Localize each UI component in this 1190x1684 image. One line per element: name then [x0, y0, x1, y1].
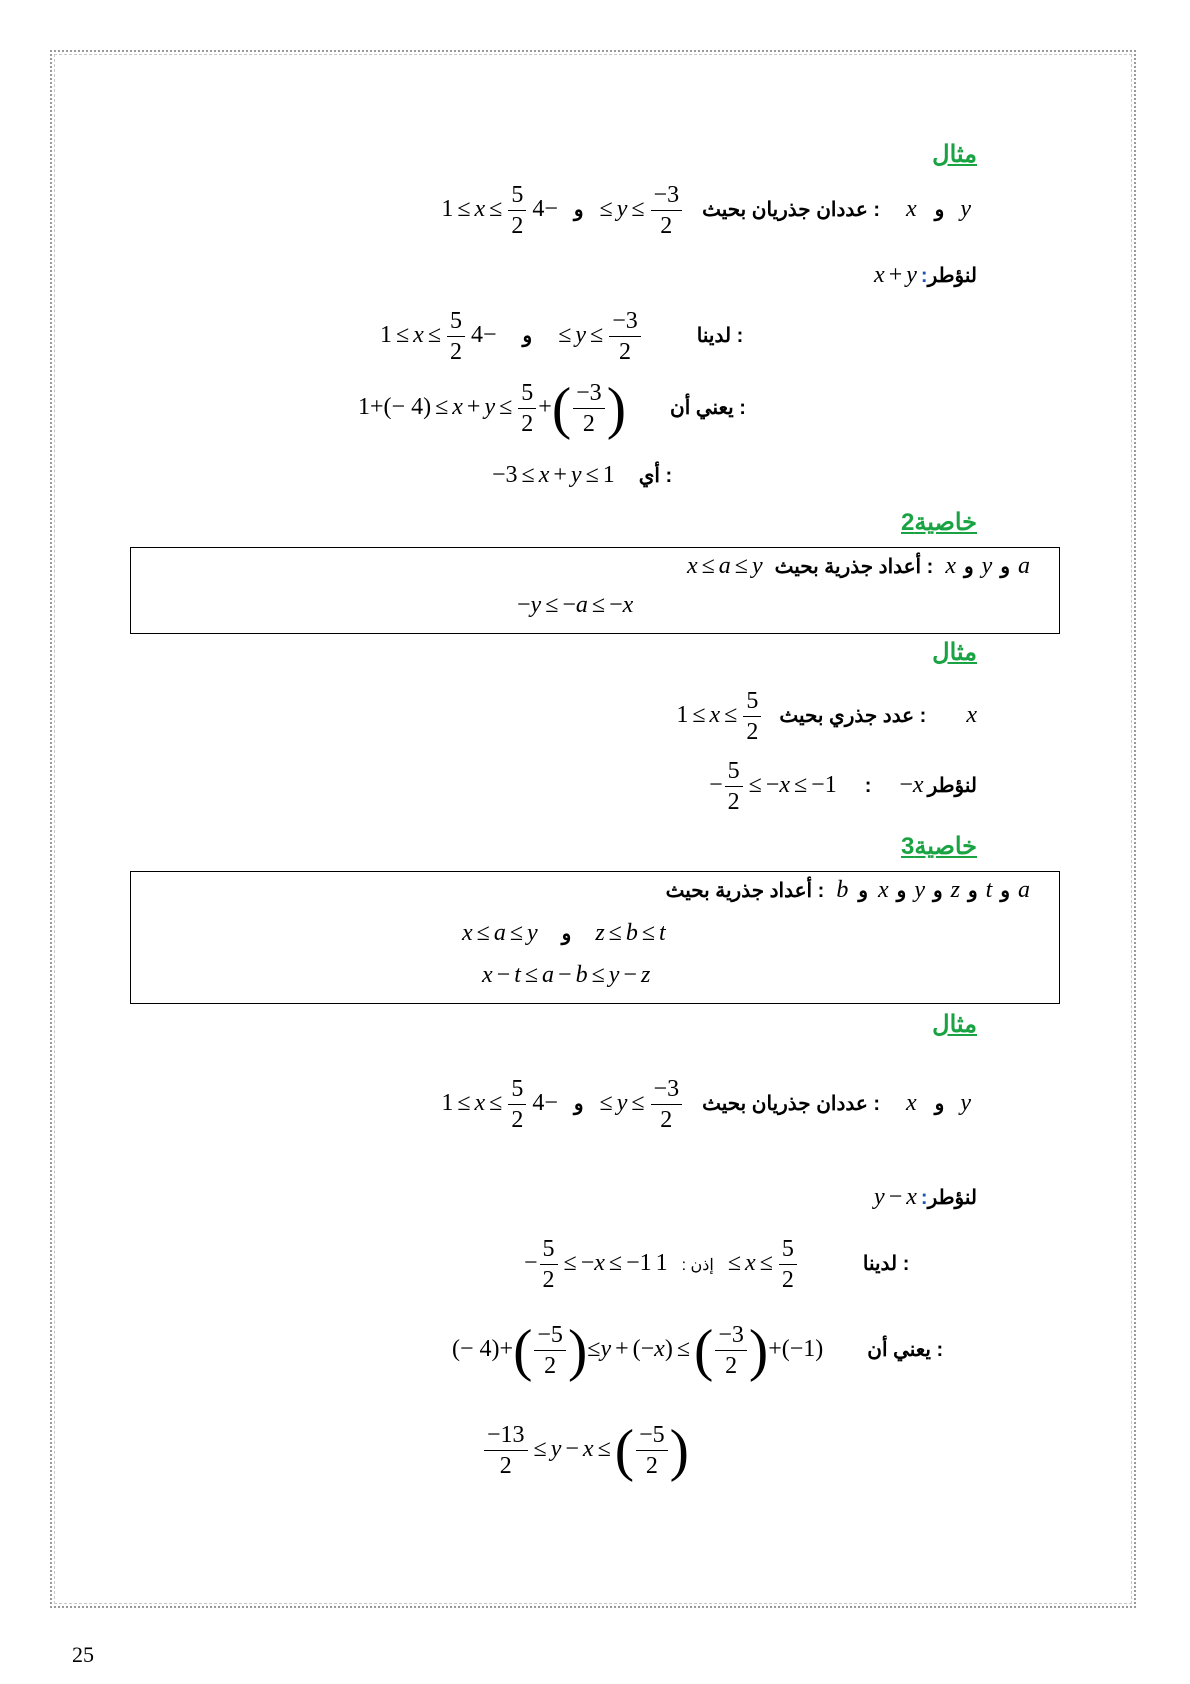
- example1-heading: مثال: [932, 141, 977, 168]
- example1-statement: 1 ≤ x ≤ $\frac{5}{2}$ و −4 ≤ y ≤ $\frac{-3}{2}$ عددان جذريان بحيث : x و y: [441, 182, 971, 239]
- example2-statement: 1 ≤ x ≤ $\frac{5}{2}$ عدد جذري بحيث : x: [676, 688, 977, 745]
- property2-heading: خاصية2: [901, 509, 977, 536]
- property2-result: −y ≤ −a ≤ −x: [517, 592, 634, 618]
- example3-result: $\frac{-13}{2}$ ≤ y − x ≤( $\frac{-5}{2}$ ): [482, 1420, 689, 1481]
- example3-consider: y − x :لنؤطر: [874, 1184, 977, 1210]
- example1-have: 1 ≤ x ≤ $\frac{5}{2}$ و −4 ≤ y ≤ $\frac{-3}{2}$ لدينا :: [380, 308, 744, 365]
- property3-statement: أعداد جذرية بحيث : b و x و y و z و t و a: [665, 877, 1030, 903]
- property3-heading: خاصية3: [901, 833, 977, 860]
- example2-consider: − $\frac{5}{2}$ ≤ −x ≤ −1 : −x لنؤطر: [709, 758, 977, 815]
- example2-heading: مثال: [932, 639, 977, 666]
- example3-means: (− 4)+( $\frac{-5}{2}$ )≤y + (−x) ≤( $\frac{-3}{2}$ )+(−1) يعني أن :: [452, 1317, 944, 1383]
- property2-statement: x ≤ a ≤ y أعداد جذرية بحيث : x و y و a: [686, 553, 1030, 579]
- property3-conditions: x ≤ a ≤ y و z ≤ b ≤ t: [462, 920, 666, 946]
- example1-consider: x + y :لنؤطر: [874, 262, 977, 288]
- example1-result: −3 ≤ x + y ≤ 1 أي :: [492, 462, 673, 488]
- page-number: 25: [72, 1642, 94, 1667]
- example1-means: 1+(− 4) ≤ x + y ≤ $\frac{5}{2}$ +( $\frac{-3}{2}$ ) يعني أن :: [358, 375, 746, 441]
- example3-statement: 1 ≤ x ≤ $\frac{5}{2}$ و −4 ≤ y ≤ $\frac{-3}{2}$ عددان جذريان بحيث : x و y: [441, 1076, 971, 1133]
- example3-have: − $\frac{5}{2}$ ≤ −x ≤ −1 إذن : 1 ≤ x ≤ $\frac{5}{2}$ لدينا :: [524, 1236, 910, 1293]
- property3-result: x − t ≤ a − b ≤ y − z: [482, 962, 651, 988]
- example3-heading: مثال: [932, 1011, 977, 1038]
